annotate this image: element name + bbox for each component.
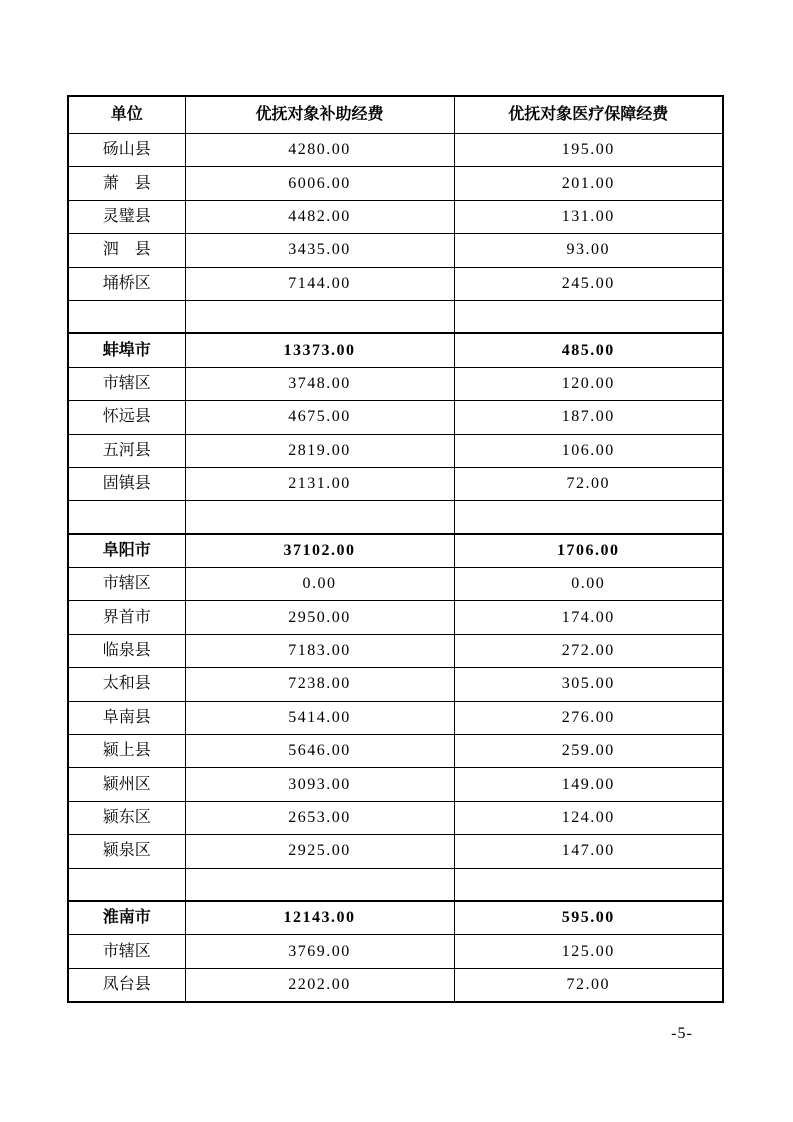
table-row-city-total	[68, 333, 723, 367]
medical-cell: 125.00	[454, 935, 723, 968]
table-row	[68, 200, 723, 233]
medical-cell: 174.00	[454, 601, 723, 634]
medical-cell: 106.00	[454, 434, 723, 467]
unit-cell: 五河县	[68, 434, 185, 467]
unit-cell: 凤台县	[68, 968, 185, 1002]
table-row	[68, 134, 723, 167]
table-row	[68, 935, 723, 968]
medical-cell: 259.00	[454, 735, 723, 768]
medical-cell: 149.00	[454, 768, 723, 801]
medical-cell: 187.00	[454, 401, 723, 434]
unit-cell: 太和县	[68, 668, 185, 701]
medical-cell: 305.00	[454, 668, 723, 701]
table-row	[68, 968, 723, 1002]
table-row	[68, 701, 723, 734]
medical-cell: 72.00	[454, 968, 723, 1002]
unit-cell: 市辖区	[68, 568, 185, 601]
subsidy-cell: 2131.00	[185, 467, 454, 500]
unit-cell: 固镇县	[68, 467, 185, 500]
medical-cell: 201.00	[454, 167, 723, 200]
table-row	[68, 401, 723, 434]
unit-cell	[68, 501, 185, 534]
subsidy-cell: 4280.00	[185, 134, 454, 167]
subsidy-cell: 4675.00	[185, 401, 454, 434]
subsidy-cell: 2819.00	[185, 434, 454, 467]
subsidy-cell: 5646.00	[185, 735, 454, 768]
medical-cell: 272.00	[454, 634, 723, 667]
unit-cell: 灵璧县	[68, 200, 185, 233]
subsidy-cell: 2925.00	[185, 835, 454, 868]
col-header-medical-security-funds: 优抚对象医疗保障经费	[454, 96, 723, 134]
subsidy-cell: 13373.00	[185, 333, 454, 367]
subsidy-cell	[185, 868, 454, 901]
table-row-empty	[68, 868, 723, 901]
unit-cell: 界首市	[68, 601, 185, 634]
subsidy-cell: 2950.00	[185, 601, 454, 634]
table-row	[68, 434, 723, 467]
unit-cell: 临泉县	[68, 634, 185, 667]
unit-cell	[68, 868, 185, 901]
table-row	[68, 267, 723, 300]
preferential-care-funds-table	[67, 95, 724, 1003]
table-row	[68, 234, 723, 267]
unit-cell: 市辖区	[68, 935, 185, 968]
subsidy-cell: 6006.00	[185, 167, 454, 200]
medical-cell: 485.00	[454, 333, 723, 367]
medical-cell: 147.00	[454, 835, 723, 868]
table-header-row	[68, 96, 723, 134]
subsidy-cell: 5414.00	[185, 701, 454, 734]
medical-cell: 93.00	[454, 234, 723, 267]
table-row	[68, 167, 723, 200]
table-row	[68, 634, 723, 667]
medical-cell: 120.00	[454, 367, 723, 400]
unit-cell: 淮南市	[68, 901, 185, 935]
page-number: -5-	[671, 1025, 693, 1042]
medical-cell: 131.00	[454, 200, 723, 233]
table-row	[68, 735, 723, 768]
unit-cell: 颍东区	[68, 801, 185, 834]
table-row	[68, 668, 723, 701]
medical-cell: 276.00	[454, 701, 723, 734]
unit-cell: 蚌埠市	[68, 333, 185, 367]
medical-cell	[454, 868, 723, 901]
subsidy-cell: 3435.00	[185, 234, 454, 267]
unit-cell: 萧 县	[68, 167, 185, 200]
medical-cell: 1706.00	[454, 534, 723, 568]
table-row	[68, 601, 723, 634]
table-row	[68, 367, 723, 400]
unit-cell: 市辖区	[68, 367, 185, 400]
subsidy-cell: 3769.00	[185, 935, 454, 968]
medical-cell: 595.00	[454, 901, 723, 935]
medical-cell: 124.00	[454, 801, 723, 834]
unit-cell	[68, 300, 185, 333]
subsidy-cell: 2653.00	[185, 801, 454, 834]
unit-cell: 怀远县	[68, 401, 185, 434]
col-header-unit: 单位	[68, 96, 185, 134]
subsidy-cell: 3748.00	[185, 367, 454, 400]
subsidy-cell	[185, 501, 454, 534]
subsidy-cell: 2202.00	[185, 968, 454, 1002]
unit-cell: 阜南县	[68, 701, 185, 734]
medical-cell: 245.00	[454, 267, 723, 300]
unit-cell: 阜阳市	[68, 534, 185, 568]
subsidy-cell: 7183.00	[185, 634, 454, 667]
medical-cell: 72.00	[454, 467, 723, 500]
unit-cell: 颍泉区	[68, 835, 185, 868]
unit-cell: 颍州区	[68, 768, 185, 801]
medical-cell: 0.00	[454, 568, 723, 601]
table-row	[68, 801, 723, 834]
subsidy-cell: 7238.00	[185, 668, 454, 701]
table-row-empty	[68, 501, 723, 534]
subsidy-cell: 37102.00	[185, 534, 454, 568]
subsidy-cell: 3093.00	[185, 768, 454, 801]
unit-cell: 砀山县	[68, 134, 185, 167]
table-row	[68, 835, 723, 868]
col-header-subsidy-funds: 优抚对象补助经费	[185, 96, 454, 134]
table-row-empty	[68, 300, 723, 333]
unit-cell: 埇桥区	[68, 267, 185, 300]
subsidy-cell: 12143.00	[185, 901, 454, 935]
subsidy-cell: 7144.00	[185, 267, 454, 300]
table-row-city-total	[68, 901, 723, 935]
table-row	[68, 467, 723, 500]
subsidy-cell	[185, 300, 454, 333]
medical-cell: 195.00	[454, 134, 723, 167]
table-row	[68, 768, 723, 801]
subsidy-cell: 0.00	[185, 568, 454, 601]
unit-cell: 颍上县	[68, 735, 185, 768]
unit-cell: 泗 县	[68, 234, 185, 267]
table-row-city-total	[68, 534, 723, 568]
table-row	[68, 568, 723, 601]
medical-cell	[454, 300, 723, 333]
subsidy-cell: 4482.00	[185, 200, 454, 233]
medical-cell	[454, 501, 723, 534]
